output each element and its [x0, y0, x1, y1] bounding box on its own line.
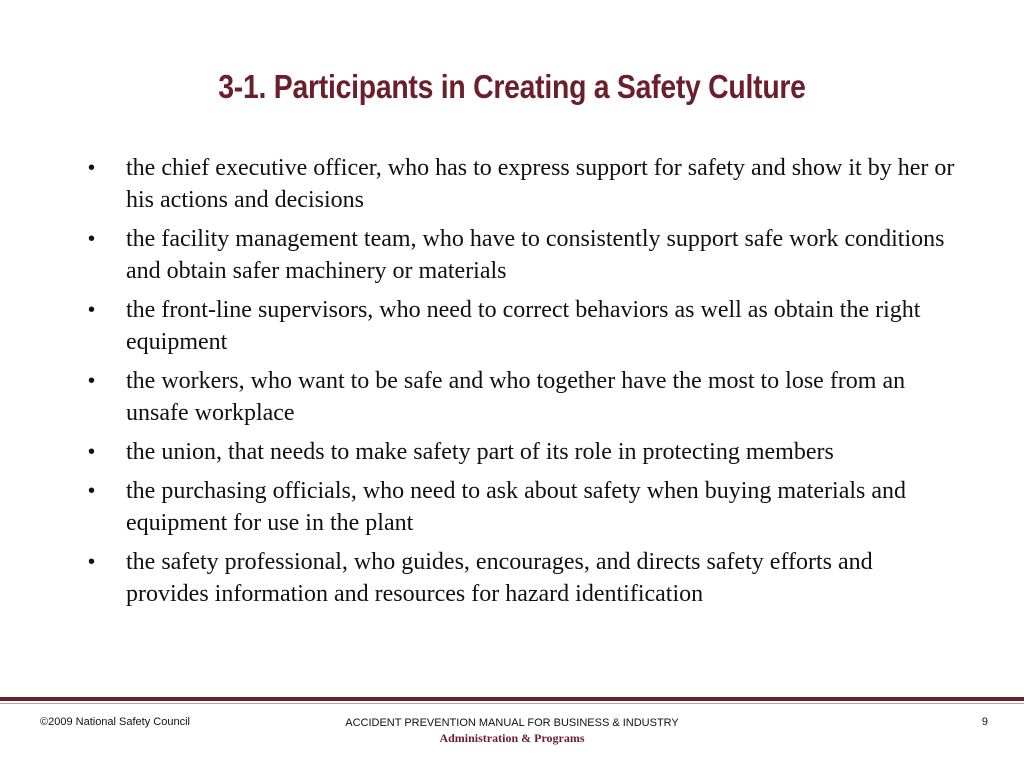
bullet-dot-icon: •: [88, 480, 96, 502]
bullet-text: the chief executive officer, who has to express support for safety and show it by her or his actions and decisions: [126, 155, 955, 213]
bullet-item: [86, 223, 956, 287]
bullet-dot-icon: •: [88, 299, 96, 321]
bullet-list: [86, 152, 956, 617]
footer-manual-title: ACCIDENT PREVENTION MANUAL FOR BUSINESS & INDUSTRY: [345, 717, 679, 729]
bullet-item: [86, 365, 956, 429]
bullet-text: the purchasing officials, who need to ask about safety when buying materials and equipment for use in the plant: [126, 478, 907, 536]
footer-manual-subtitle: Administration & Programs: [439, 731, 585, 745]
bullet-text: the front-line supervisors, who need to correct behaviors as well as obtain the right equipment: [126, 297, 921, 355]
bullet-item: [86, 546, 956, 610]
bullet-item: [86, 475, 956, 539]
footer-divider: [0, 697, 1024, 701]
bullet-dot-icon: •: [88, 370, 96, 392]
bullet-text: the workers, who want to be safe and who together have the most to lose from an unsafe workplace: [126, 368, 906, 426]
footer-manual: [262, 716, 762, 746]
bullet-text: the safety professional, who guides, encourages, and directs safety efforts and provides information and resources for hazard identification: [126, 549, 873, 607]
bullet-dot-icon: •: [88, 228, 96, 250]
slide-title: 3-1. Participants in Creating a Safety Culture: [218, 68, 806, 105]
footer-divider-shadow: [0, 703, 1024, 704]
bullet-dot-icon: •: [88, 157, 96, 179]
bullet-dot-icon: •: [88, 441, 96, 463]
bullet-item: [86, 436, 956, 468]
bullet-text: the union, that needs to make safety part of its role in protecting members: [126, 439, 834, 465]
page-number: 9: [981, 716, 988, 728]
footer-copyright: ©2009 National Safety Council: [40, 716, 190, 728]
bullet-item: [86, 152, 956, 216]
bullet-item: [86, 294, 956, 358]
bullet-text: the facility management team, who have to consistently support safe work conditions and obtain safer machinery or materials: [126, 226, 945, 284]
bullet-dot-icon: •: [88, 551, 96, 573]
